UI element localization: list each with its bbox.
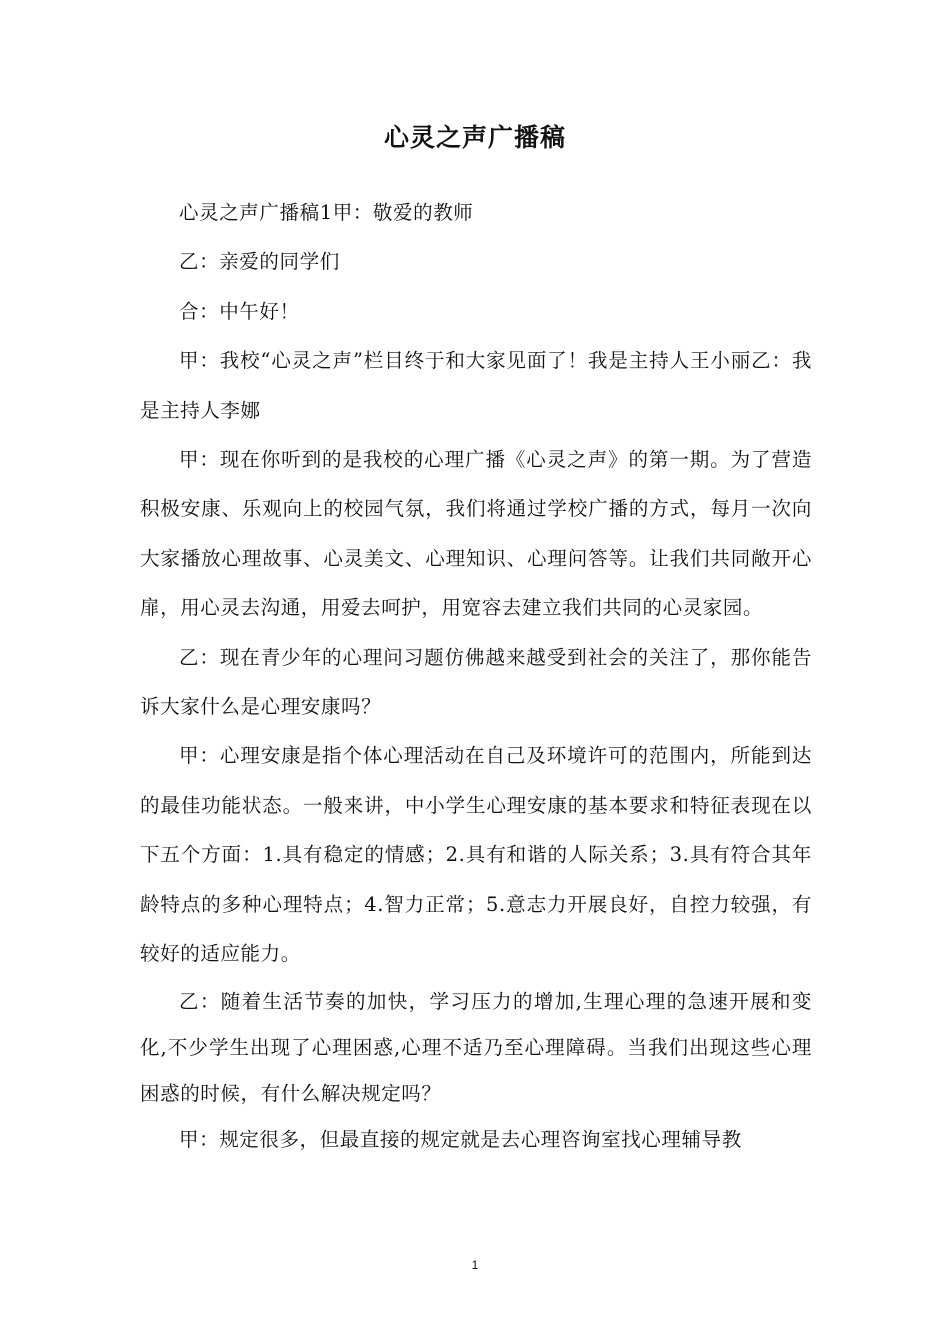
document-title: 心灵之声广播稿 xyxy=(383,123,566,152)
paragraph: 乙：亲爱的同学们 xyxy=(179,250,340,274)
document-body xyxy=(140,188,812,1163)
paragraph: 甲：心理安康是指个体心理活动在自己及环境许可的范围内，所能到达的最佳功能状态。一般来讲，中小学生心理安康的基本要求和特征表现在以下五个方面：1.具有稳定的情感；2.具有和谐的人际关系；3.具有符合其年龄特点的多种心理特点；4.智力正常；5.意志力开展良好，自控力较强，有较好的适应能力。 xyxy=(140,744,812,966)
paragraph: 乙：现在青少年的心理问习题仿佛越来越受到社会的关注了，那你能告诉大家什么是心理安康吗？ xyxy=(140,645,812,719)
paragraph: 合：中午好！ xyxy=(179,299,300,323)
paragraph: 甲：我校“心灵之声”栏目终于和大家见面了！我是主持人王小丽乙：我是主持人李娜 xyxy=(140,349,812,422)
page-number: 1 xyxy=(471,1258,479,1272)
paragraph: 乙：随着生活节奏的加快，学习压力的增加,生理心理的急速开展和变化,不少学生出现了心理困惑,心理不适乃至心理障碍。当我们出现这些心理困惑的时候，有什么解决规定吗？ xyxy=(140,989,812,1105)
paragraph: 甲：现在你听到的是我校的心理广播《心灵之声》的第一期。为了营造积极安康、乐观向上的校园气氛，我们将通过学校广播的方式，每月一次向大家播放心理故事、心灵美文、心理知识、心理问答等。让我们共同敞开心扉，用心灵去沟通，用爱去呵护，用宽容去建立我们共同的心灵家园。 xyxy=(140,448,812,620)
paragraph: 心灵之声广播稿1甲：敬爱的教师 xyxy=(179,201,474,224)
paragraph: 甲：规定很多，但最直接的规定就是去心理咨询室找心理辅导教 xyxy=(179,1127,742,1151)
